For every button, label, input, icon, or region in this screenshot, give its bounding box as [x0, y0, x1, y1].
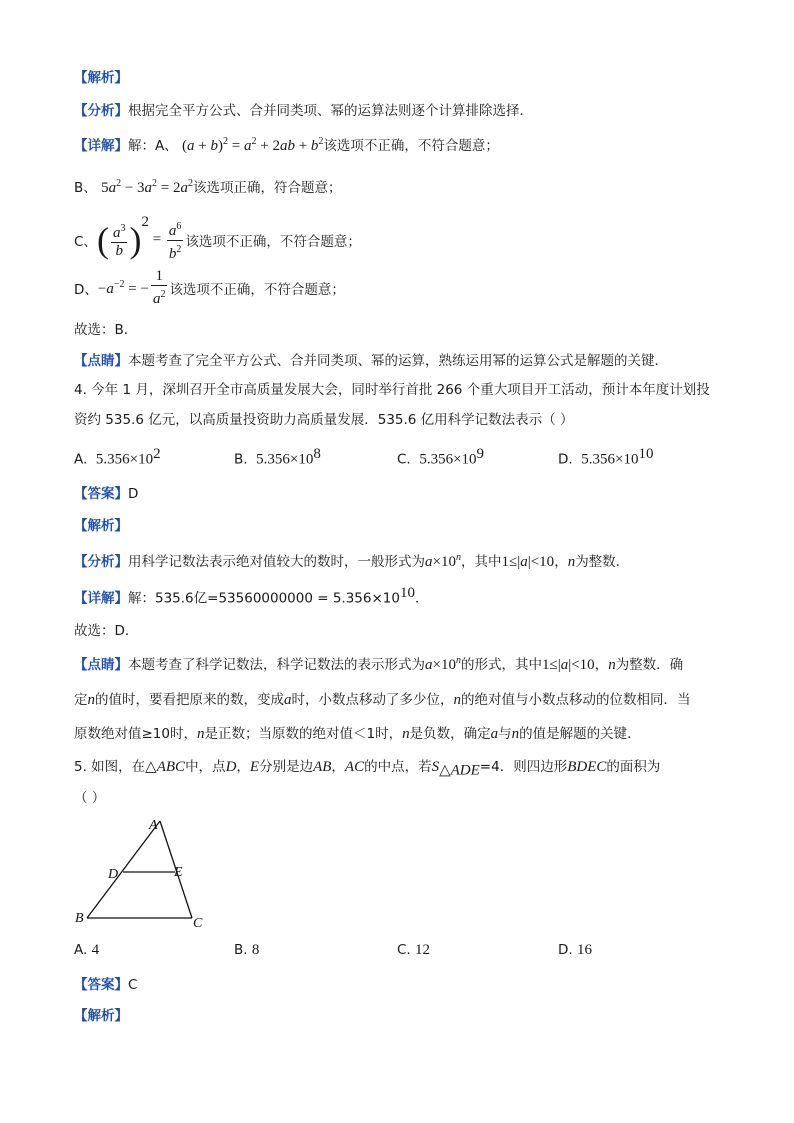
q5-option-d: D. 16	[558, 942, 592, 958]
q3-analysis-line	[74, 99, 533, 119]
label-c: C	[193, 916, 203, 931]
section-tag-analysis: 【解析】	[74, 70, 128, 86]
q5-option-b: B. 8	[234, 942, 260, 958]
q3-detail-d: D、$-a^{-2}$ = − $\frac{1}{a^2}$ 该选项不正确，不符合题意；	[74, 268, 345, 307]
q3-comment-text: 本题考查了完全平方公式、合并同类项、幂的运算，熟练运用幂的运算公式是解题的关键．	[128, 353, 668, 369]
q4-analysis: 【分析】用科学记数法表示绝对值较大的数时，一般形式为$a\times 10^n$，其中1≤|a|<10，n为整数．	[74, 552, 630, 570]
q3-choose: 故选：B．	[74, 322, 138, 338]
q4-choose: 故选：D．	[74, 623, 139, 639]
formula-c-right: $\frac{a^6}{b^2}$	[167, 218, 184, 263]
triangle-figure	[70, 812, 220, 936]
q5-section-tag-analysis: 【解析】	[74, 1008, 128, 1024]
label-e: E	[174, 865, 183, 880]
formula-b: $5a^2 - 3a^2 = 2a^2$	[101, 178, 193, 196]
q4-option-c: C. $5.356\times 10^9$	[397, 446, 485, 468]
q5-answer: 【答案】C	[74, 977, 138, 993]
q4-option-b: B. $5.356\times 10^8$	[234, 446, 321, 468]
formula-a: $(a + b)^2 = a^2 + 2ab + b^2$	[182, 136, 324, 154]
q4-comment-line2: 定n的值时，要看把原来的数，变成a时，小数点移动了多少位，n的绝对值与小数点移动的位数相同．当	[74, 692, 691, 708]
q4-section-tag-analysis: 【解析】	[74, 518, 128, 534]
q4-detail: 【详解】解：535.6亿$=53560000000 = 5.356\times 10^{10}$．	[74, 585, 429, 607]
q3-detail-b	[74, 176, 342, 197]
q3-b-tail: 该选项正确，符合题意；	[193, 180, 342, 196]
q4-answer	[74, 482, 138, 502]
q3-detail-c: C、( $\frac{a^3}{b}$ )$^2$ = $\frac{a^6}{b^2}$ 该选项不正确，不符合题意；	[74, 214, 361, 262]
q4-option-a: A. $5.356\times 10^2$	[74, 446, 161, 468]
q4-stem-line2: 资约 535.6 亿元，以高质量投资助力高质量发展．535.6 亿用科学记数法表示（ ）	[74, 412, 574, 428]
formula-c-left: $\frac{a^3}{b}$	[111, 220, 128, 260]
q4-comment-line3: 原数绝对值≥10时，n是正数；当原数的绝对值＜1时，n是负数，确定a与n的值是解题的关键．	[74, 726, 641, 742]
label-a: A	[149, 818, 158, 833]
label-b: B	[75, 911, 84, 926]
q4-comment-line1: 【点睛】本题考查了科学记数法，科学记数法的表示形式为$a\times 10^n$的形式，其中1≤|a|<10，n为整数．确	[74, 655, 684, 673]
q3-comment	[74, 349, 668, 369]
q4-stem-line1: 4. 今年 1 月，深圳召开全市高质量发展大会，同时举行首批 266 个重大项目开工活动，预计本年度计划投	[74, 382, 710, 398]
tag-dianjing: 【点睛】	[74, 353, 128, 369]
q5-answer-value: C	[128, 977, 138, 993]
tag-xiangjie: 【详解】	[74, 138, 128, 154]
tag-fenxi: 【分析】	[74, 103, 128, 119]
q4-answer-value: D	[128, 486, 139, 502]
q3-d-tail: 该选项不正确，不符合题意；	[169, 282, 345, 298]
q4-option-d: D. $5.356\times 10^{10}$	[558, 446, 654, 468]
q5-stem-line1: 5. 如图，在△ABC中，点D，E分别是边AB，AC的中点，若$S_{\triangle ADE}=4$．则四边形BDEC的面积为	[74, 759, 661, 779]
formula-d: $\frac{1}{a^2}$	[152, 268, 166, 307]
q3-detail-a	[74, 134, 499, 155]
label-d: D	[108, 867, 119, 882]
q5-stem-line2: （ ）	[74, 790, 106, 806]
q3-analysis-text: 根据完全平方公式、合并同类项、幂的运算法则逐个计算排除选择．	[128, 103, 533, 119]
q3-d-prefix: D、	[74, 282, 98, 298]
q3-c-tail: 该选项不正确，不符合题意；	[185, 234, 361, 250]
q5-option-c: C. 12	[397, 942, 431, 958]
tag-daan: 【答案】	[74, 486, 128, 502]
q3-c-prefix: C、	[74, 234, 97, 250]
q3-a-tail: 该选项不正确，不符合题意；	[323, 138, 499, 154]
side-ab	[87, 821, 160, 918]
q5-option-a: A. 4	[74, 942, 100, 958]
q3-b-prefix: B、	[74, 180, 97, 196]
q3-detail-prefix: 解：A、	[128, 138, 178, 154]
